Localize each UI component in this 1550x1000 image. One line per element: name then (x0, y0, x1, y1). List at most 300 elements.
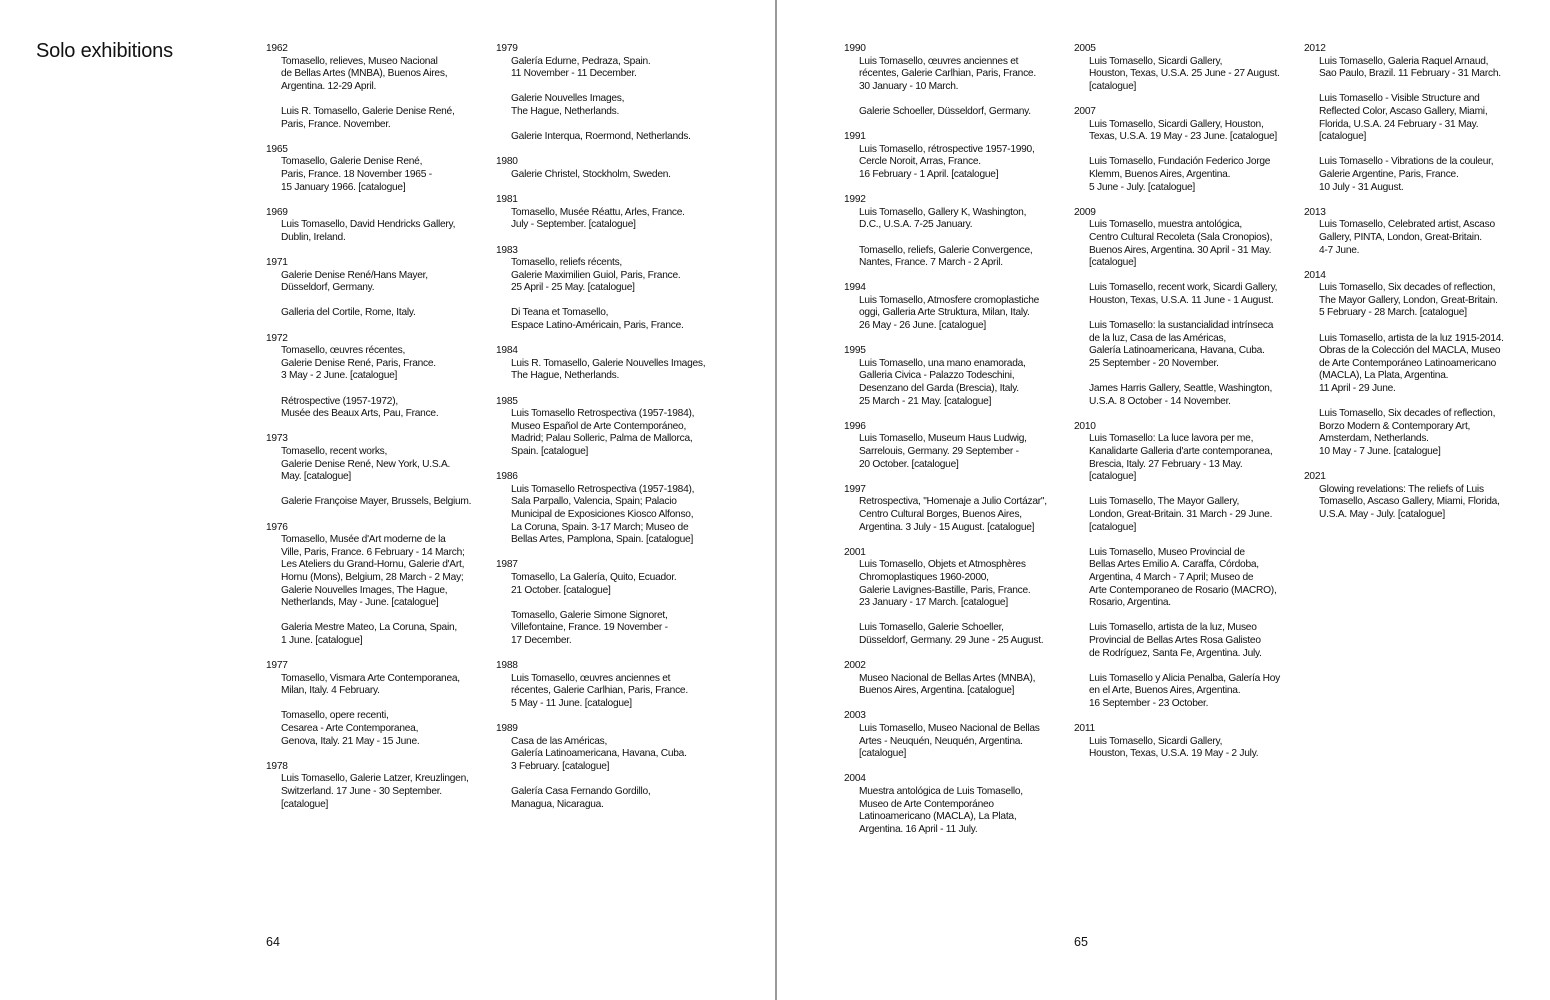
year-heading: 2003 (844, 710, 866, 722)
entry-line: Florida, U.S.A. 24 February - 31 May. (1319, 118, 1479, 130)
year-block (1074, 207, 1302, 409)
year-block (844, 282, 1072, 332)
exhibition-entry (511, 408, 724, 458)
entry-line: Luis Tomasello, David Hendricks Gallery, (281, 219, 456, 231)
exhibition-entry (511, 56, 724, 81)
year-block (266, 660, 494, 748)
year-block (496, 471, 724, 547)
entry-line: Klemm, Buenos Aires, Argentina. (1089, 168, 1231, 180)
entry-line: Galerie Interqua, Roermond, Netherlands. (511, 131, 691, 143)
entry-line: The Hague, Netherlands. (511, 370, 620, 382)
entry-line: Sala Parpallo, Valencia, Spain; Palacio (511, 496, 677, 508)
entry-line: Netherlands, May - June. [catalogue] (281, 597, 439, 609)
entry-line: James Harris Gallery, Seattle, Washington, (1089, 383, 1273, 395)
entry-line: [catalogue] (1089, 521, 1137, 533)
exhibition-entry (859, 559, 1072, 609)
entry-line: Luis Tomasello, Celebrated artist, Ascaso (1319, 219, 1495, 231)
entry-line: 10 May - 7 June. [catalogue] (1319, 446, 1441, 457)
entry-line: récentes, Galerie Carlhian, Paris, France. (859, 68, 1036, 80)
exhibition-entry (281, 710, 494, 748)
entry-line: Museo de Arte Contemporáneo (859, 798, 994, 810)
entry-line: de Arte Contemporáneo Latinoamericano (1319, 357, 1497, 369)
entry-line: Di Teana et Tomasello, (511, 307, 609, 319)
exhibition-entry (859, 358, 1072, 408)
year-block (1304, 471, 1532, 521)
year-heading: 1984 (496, 345, 518, 357)
entry-line: 10 July - 31 August. (1319, 181, 1404, 193)
entry-line: Madrid; Palau Solleric, Palma de Mallorca, (511, 433, 693, 445)
exhibition-entry (511, 169, 724, 182)
entry-line: Luis Tomasello: La luce lavora per me, (1089, 433, 1254, 445)
year-heading: 2001 (844, 546, 866, 558)
right-page (778, 0, 1550, 1000)
year-heading: 1971 (266, 257, 288, 269)
year-block (1304, 270, 1532, 459)
entry-line: [catalogue] (1089, 257, 1137, 269)
year-block (1304, 43, 1532, 194)
entry-line: Galerie Nouvelles Images, The Hague, (281, 584, 448, 596)
entry-line: Dublin, Ireland. (281, 231, 346, 243)
entry-line: Luis Tomasello, Objets et Atmosphères (859, 559, 1026, 571)
entry-line: Düsseldorf, Germany. 29 June - 25 August. (859, 634, 1044, 646)
year-heading: 2011 (1074, 723, 1095, 735)
entry-line: Luis Tomasello, The Mayor Gallery, (1089, 496, 1240, 508)
entry-line: Luis Tomasello, Sicardi Gallery, Houston, (1089, 118, 1264, 130)
year-heading: 1994 (844, 282, 866, 294)
entry-line: D.C., U.S.A. 7-25 January. (859, 219, 973, 231)
exhibition-column-4 (1074, 43, 1302, 773)
entry-line: Galerie Denise René/Hans Mayer, (281, 269, 428, 281)
entry-line: Galería Latinoamericana, Havana, Cuba. (511, 748, 687, 760)
year-block (844, 710, 1072, 760)
entry-line: Obras de la Colección del MACLA, Museo (1319, 345, 1501, 357)
year-heading: 2002 (844, 660, 866, 672)
year-block (1074, 421, 1302, 711)
entry-line: Municipal de Exposiciones Kiosco Alfonso, (511, 508, 694, 520)
entry-line: Houston, Texas, U.S.A. 19 May - 2 July. (1089, 748, 1259, 760)
exhibition-entry (281, 219, 494, 244)
exhibition-entry (281, 446, 494, 484)
entry-line: Museo Nacional de Bellas Artes (MNBA), (859, 672, 1036, 684)
year-heading: 2004 (844, 773, 866, 785)
entry-line: 11 November - 11 December. (511, 68, 637, 80)
year-heading: 1965 (266, 143, 288, 155)
entry-line: Luis Tomasello, Sicardi Gallery, (1089, 735, 1223, 747)
exhibition-entry (281, 622, 494, 647)
entry-line: Amsterdam, Netherlands. (1319, 433, 1429, 445)
entry-line: Cesarea - Arte Contemporanea, (281, 723, 419, 735)
exhibition-entry (859, 106, 1072, 119)
entry-line: 3 February. [catalogue] (511, 760, 610, 772)
exhibition-entry (1089, 736, 1302, 761)
entry-line: Galerie Denise René, Paris, France. (281, 357, 436, 369)
exhibition-column-1 (266, 43, 494, 824)
entry-line: de la luz, Casa de las Américas, (1089, 332, 1226, 344)
year-block (266, 43, 494, 131)
entry-line: Galerie Nouvelles Images, (511, 93, 625, 105)
exhibition-entry (1089, 383, 1302, 408)
entry-line: 11 April - 29 June. (1319, 383, 1396, 395)
entry-line: Brescia, Italy. 27 February - 13 May. (1089, 458, 1243, 470)
entry-line: Centro Cultural Recoleta (Sala Cronopios), (1089, 231, 1273, 243)
year-heading: 2005 (1074, 43, 1096, 54)
year-block (844, 43, 1072, 119)
year-heading: 1979 (496, 43, 518, 54)
year-block (266, 144, 494, 194)
exhibition-entry (511, 786, 724, 811)
year-block (266, 257, 494, 320)
year-heading: 2009 (1074, 206, 1096, 218)
exhibition-entry (1089, 320, 1302, 370)
exhibition-entry (511, 93, 724, 118)
exhibition-column-2 (496, 43, 724, 824)
entry-line: U.S.A. 8 October - 14 November. (1089, 395, 1231, 407)
exhibition-entry (281, 496, 494, 509)
entry-line: Genova, Italy. 21 May - 15 June. (281, 735, 420, 747)
entry-line: Rosario, Argentina. (1089, 597, 1171, 609)
entry-line: Managua, Nicaragua. (511, 798, 604, 810)
exhibition-entry (859, 245, 1072, 270)
exhibition-entry (1089, 622, 1302, 660)
entry-line: Musée des Beaux Arts, Pau, France. (281, 408, 439, 420)
entry-line: Switzerland. 17 June - 30 September. (281, 786, 442, 798)
entry-line: Tomasello, Galerie Simone Signoret, (511, 609, 668, 621)
exhibition-entry (511, 484, 724, 547)
entry-line: [catalogue] (281, 798, 329, 810)
entry-line: 5 May - 11 June. [catalogue] (511, 697, 632, 709)
exhibition-entry (281, 534, 494, 610)
year-block (844, 660, 1072, 698)
year-heading: 1986 (496, 471, 518, 483)
year-block (844, 547, 1072, 648)
year-block (496, 43, 724, 144)
entry-line: Luis Tomasello: la sustancialidad intrínseca (1089, 320, 1274, 332)
entry-line: [catalogue] (859, 748, 907, 760)
entry-line: Glowing revelations: The reliefs of Luis (1319, 483, 1484, 495)
entry-line: Tomasello, Galerie Denise René, (281, 156, 423, 168)
entry-line: Villefontaine, France. 19 November - (511, 622, 668, 634)
exhibition-entry (281, 307, 494, 320)
entry-line: 30 January - 10 March. (859, 80, 959, 92)
year-heading: 2007 (1074, 105, 1096, 117)
entry-line: Cercle Noroit, Arras, France. (859, 156, 981, 168)
year-heading: 2012 (1304, 43, 1326, 54)
entry-line: Muestra antológica de Luis Tomasello, (859, 786, 1023, 798)
entry-line: Tomasello, recent works, (281, 446, 388, 457)
entry-line: Desenzano del Garda (Brescia), Italy. (859, 383, 1019, 395)
entry-line: Luis Tomasello, Six decades of reflection, (1319, 408, 1496, 420)
entry-line: [catalogue] (1319, 131, 1367, 143)
exhibition-entry (859, 207, 1072, 232)
year-block (844, 194, 1072, 270)
exhibition-entry (511, 131, 724, 144)
entry-line: Luis Tomasello - Visible Structure and (1319, 93, 1480, 105)
entry-line: Argentina. 16 April - 11 July. (859, 823, 978, 835)
entry-line: Paris, France. 18 November 1965 - (281, 168, 432, 180)
entry-line: oggi, Galleria Arte Struktura, Milan, Italy. (859, 307, 1030, 319)
entry-line: Luis Tomasello, Gallery K, Washington, (859, 206, 1027, 218)
entry-line: Paris, France. November. (281, 118, 391, 130)
exhibition-entry (1089, 673, 1302, 711)
year-heading: 2021 (1304, 471, 1326, 483)
year-block (496, 156, 724, 181)
exhibition-entry (1319, 408, 1532, 458)
entry-line: Tomasello, relieves, Museo Nacional (281, 55, 438, 67)
year-heading: 2014 (1304, 269, 1326, 281)
entry-line: Luis Tomasello, œuvres anciennes et (511, 672, 671, 684)
entry-line: 23 January - 17 March. [catalogue] (859, 597, 1008, 609)
exhibition-entry (511, 307, 724, 332)
exhibition-entry (281, 396, 494, 421)
year-heading: 2013 (1304, 206, 1326, 218)
entry-line: Galleria del Cortile, Rome, Italy. (281, 307, 416, 319)
entry-line: 25 September - 20 November. (1089, 357, 1219, 369)
entry-line: 25 March - 21 May. [catalogue] (859, 395, 992, 407)
exhibition-entry (511, 257, 724, 295)
exhibition-entry (281, 56, 494, 94)
entry-line: 21 October. [catalogue] (511, 584, 611, 596)
entry-line: Luis Tomasello, Fundación Federico Jorge (1089, 156, 1271, 168)
entry-line: Galleria Civica - Palazzo Todeschini, (859, 370, 1015, 382)
entry-line: 15 January 1966. [catalogue] (281, 181, 406, 193)
exhibition-entry (1319, 93, 1532, 143)
exhibition-column-3 (844, 43, 1072, 849)
entry-line: Luis Tomasello, Galerie Schoeller, (859, 622, 1004, 634)
entry-line: Galerie Françoise Mayer, Brussels, Belgium. (281, 496, 472, 508)
exhibition-entry (1089, 282, 1302, 307)
entry-line: Museo Español de Arte Contemporáneo, (511, 420, 687, 432)
entry-line: Buenos Aires, Argentina. [catalogue] (859, 685, 1015, 697)
exhibition-entry (511, 673, 724, 711)
entry-line: Sao Paulo, Brazil. 11 February - 31 March. (1319, 68, 1501, 80)
entry-line: Luis Tomasello, Museo Provincial de (1089, 546, 1245, 558)
entry-line: Houston, Texas, U.S.A. 25 June - 27 August. (1089, 68, 1280, 80)
entry-line: Houston, Texas, U.S.A. 11 June - 1 August. (1089, 294, 1274, 306)
year-heading: 1985 (496, 395, 518, 407)
year-heading: 1978 (266, 760, 288, 772)
exhibition-entry (281, 156, 494, 194)
year-heading: 1990 (844, 43, 866, 54)
entry-line: 3 May - 2 June. [catalogue] (281, 370, 398, 382)
year-block (266, 207, 494, 245)
entry-line: Luis Tomasello y Alicia Penalba, Galería Hoy (1089, 672, 1280, 684)
entry-line: La Coruna, Spain. 3-17 March; Museo de (511, 521, 689, 533)
entry-line: Galerie Lavignes-Bastille, Paris, France. (859, 584, 1031, 596)
exhibition-entry (1319, 333, 1532, 396)
year-block (496, 660, 724, 710)
year-block (266, 333, 494, 421)
entry-line: Argentina. 3 July - 15 August. [catalogue] (859, 521, 1035, 533)
entry-line: Borzo Modern & Contemporary Art, (1319, 420, 1471, 432)
entry-line: Luis Tomasello, Six decades of reflection, (1319, 282, 1496, 294)
entry-line: 16 February - 1 April. [catalogue] (859, 168, 999, 180)
entry-line: Sarrelouis, Germany. 29 September - (859, 446, 1019, 457)
entry-line: Galerie Denise René, New York, U.S.A. (281, 458, 451, 470)
entry-line: Galerie Argentine, Paris, France. (1319, 168, 1459, 180)
entry-line: 1 June. [catalogue] (281, 634, 363, 646)
entry-line: Galerie Maximilien Guiol, Paris, France. (511, 269, 681, 281)
year-heading: 1989 (496, 723, 518, 735)
exhibition-entry (1089, 56, 1302, 94)
exhibition-entry (511, 358, 724, 383)
exhibition-entry (1089, 119, 1302, 144)
entry-line: Luis Tomasello, Galeria Raquel Arnaud, (1319, 55, 1489, 67)
entry-line: Bellas Artes, Pamplona, Spain. [catalogue] (511, 534, 694, 546)
entry-line: Düsseldorf, Germany. (281, 282, 375, 294)
exhibition-entry (1089, 433, 1302, 483)
entry-line: Argentina, 4 March - 7 April; Museo de (1089, 571, 1254, 583)
year-block (496, 723, 724, 811)
entry-line: Latinoamericano (MACLA), La Plata, (859, 811, 1017, 823)
year-heading: 2010 (1074, 420, 1096, 432)
year-heading: 1991 (844, 131, 866, 143)
entry-line: Retrospectiva, "Homenaje a Julio Cortázar", (859, 496, 1047, 508)
entry-line: Milan, Italy. 4 February. (281, 685, 380, 697)
entry-line: Tomasello, œuvres récentes, (281, 345, 406, 357)
entry-line: Luis Tomasello, artista de la luz 1915-2014. (1319, 332, 1504, 344)
entry-line: Luis Tomasello, Atmosfere cromoplastiche (859, 294, 1040, 306)
year-block (844, 421, 1072, 471)
entry-line: Galería Casa Fernando Gordillo, (511, 786, 651, 798)
entry-line: Luis R. Tomasello, Galerie Nouvelles Images, (511, 357, 706, 369)
entry-line: Provincial de Bellas Artes Rosa Galisteo (1089, 634, 1261, 646)
entry-line: U.S.A. May - July. [catalogue] (1319, 508, 1445, 520)
year-heading: 1992 (844, 194, 866, 206)
entry-line: 4-7 June. (1319, 244, 1360, 256)
exhibition-entry (1319, 282, 1532, 320)
entry-line: Galeria Mestre Mateo, La Coruna, Spain, (281, 622, 457, 634)
exhibition-entry (859, 786, 1072, 836)
entry-line: July - September. [catalogue] (511, 219, 636, 231)
entry-line: The Hague, Netherlands. (511, 105, 620, 117)
entry-line: récentes, Galerie Carlhian, Paris, France. (511, 685, 688, 697)
exhibition-entry (859, 673, 1072, 698)
entry-line: Luis Tomasello, Museo Nacional de Bellas (859, 723, 1040, 735)
entry-line: Tomasello, Vismara Arte Contemporanea, (281, 672, 460, 684)
entry-line: The Mayor Gallery, London, Great-Britain. (1319, 294, 1498, 306)
entry-line: Tomasello, reliefs récents, (511, 257, 623, 269)
entry-line: Texas, U.S.A. 19 May - 23 June. [catalogue] (1089, 131, 1278, 143)
entry-line: Centro Cultural Borges, Buenos Aires, (859, 508, 1022, 520)
entry-line: de Bellas Artes (MNBA), Buenos Aires, (281, 68, 448, 80)
exhibition-entry (511, 736, 724, 774)
exhibition-entry (281, 345, 494, 383)
year-heading: 1983 (496, 244, 518, 256)
entry-line: Arte Contemporaneo de Rosario (MACRO), (1089, 584, 1277, 596)
exhibition-entry (859, 144, 1072, 182)
exhibition-entry (859, 723, 1072, 761)
entry-line: 16 September - 23 October. (1089, 697, 1209, 709)
year-block (844, 773, 1072, 836)
entry-line: 17 December. (511, 634, 572, 646)
year-block (266, 761, 494, 811)
exhibition-entry (1319, 56, 1532, 81)
entry-line: Luis Tomasello, artista de la luz, Museo (1089, 622, 1257, 634)
entry-line: Luis Tomasello, Sicardi Gallery, (1089, 55, 1223, 67)
year-block (496, 194, 724, 232)
entry-line: Les Ateliers du Grand-Hornu, Galerie d'Art, (281, 559, 465, 571)
entry-line: Luis Tomasello, rétrospective 1957-1990, (859, 143, 1035, 155)
year-block (496, 559, 724, 647)
entry-line: Luis Tomasello, Museum Haus Ludwig, (859, 433, 1027, 445)
exhibition-entry (1089, 219, 1302, 269)
year-heading: 1988 (496, 660, 518, 672)
entry-line: en el Arte, Buenos Aires, Argentina. (1089, 685, 1241, 697)
entry-line: Reflected Color, Ascaso Gallery, Miami, (1319, 105, 1488, 117)
year-block (1074, 43, 1302, 93)
exhibition-entry (1089, 156, 1302, 194)
year-heading: 1980 (496, 156, 518, 168)
entry-line: 5 June - July. [catalogue] (1089, 181, 1196, 193)
year-block (844, 484, 1072, 534)
entry-line: (MACLA), La Plata, Argentina. (1319, 370, 1449, 382)
entry-line: Hornu (Mons), Belgium, 28 March - 2 May; (281, 571, 464, 583)
year-block (844, 131, 1072, 181)
exhibition-entry (859, 56, 1072, 94)
entry-line: Nantes, France. 7 March - 2 April. (859, 257, 1003, 269)
exhibition-entry (1089, 496, 1302, 534)
entry-line: de Rodríguez, Santa Fe, Argentina. July. (1089, 647, 1262, 659)
entry-line: Luis Tomasello Retrospectiva (1957-1984), (511, 408, 695, 420)
year-heading: 1962 (266, 43, 288, 54)
entry-line: Luis R. Tomasello, Galerie Denise René, (281, 105, 455, 117)
entry-line: Tomasello, Musée d'Art moderne de la (281, 534, 446, 546)
entry-line: Tomasello, reliefs, Galerie Convergence, (859, 244, 1033, 256)
entry-line: Rétrospective (1957-1972), (281, 395, 398, 407)
exhibition-entry (511, 207, 724, 232)
exhibition-entry (281, 673, 494, 698)
page-number-right: 65 (1074, 935, 1088, 949)
year-heading: 1972 (266, 332, 288, 344)
entry-line: Bellas Artes Emilio A. Caraffa, Córdoba, (1089, 559, 1259, 571)
entry-line: Luis Tomasello, una mano enamorada, (859, 357, 1026, 369)
section-title: Solo exhibitions (36, 40, 173, 62)
entry-line: Luis Tomasello, œuvres anciennes et (859, 55, 1019, 67)
entry-line: Luis Tomasello - Vibrations de la couleur, (1319, 156, 1494, 168)
year-block (1074, 723, 1302, 761)
entry-line: Casa de las Américas, (511, 735, 608, 747)
entry-line: Espace Latino-Américain, Paris, France. (511, 320, 684, 332)
entry-line: Buenos Aires, Argentina. 30 April - 31 May. (1089, 244, 1272, 256)
entry-line: Galerie Christel, Stockholm, Sweden. (511, 168, 671, 180)
entry-line: [catalogue] (1089, 471, 1137, 483)
year-heading: 1996 (844, 420, 866, 432)
exhibition-entry (281, 773, 494, 811)
entry-line: Luis Tomasello, recent work, Sicardi Gallery, (1089, 282, 1278, 294)
year-block (266, 522, 494, 648)
year-block (496, 345, 724, 383)
exhibition-entry (859, 496, 1072, 534)
entry-line: May. [catalogue] (281, 471, 351, 483)
entry-line: 26 May - 26 June. [catalogue] (859, 320, 986, 332)
entry-line: 5 February - 28 March. [catalogue] (1319, 307, 1467, 319)
entry-line: Kanalidarte Galleria d'arte contemporanea, (1089, 446, 1273, 457)
entry-line: Spain. [catalogue] (511, 446, 589, 457)
entry-line: Tomasello, Ascaso Gallery, Miami, Florida, (1319, 496, 1500, 508)
exhibition-entry (1319, 156, 1532, 194)
year-block (1304, 207, 1532, 257)
year-heading: 1969 (266, 206, 288, 218)
year-heading: 1997 (844, 483, 866, 495)
entry-line: Tomasello, Musée Réattu, Arles, France. (511, 206, 685, 218)
exhibition-entry (1319, 219, 1532, 257)
year-heading: 1973 (266, 433, 288, 445)
page-number-left: 64 (266, 935, 280, 949)
year-heading: 1981 (496, 194, 518, 206)
entry-line: [catalogue] (1089, 80, 1137, 92)
exhibition-entry (511, 572, 724, 597)
year-heading: 1995 (844, 345, 866, 357)
